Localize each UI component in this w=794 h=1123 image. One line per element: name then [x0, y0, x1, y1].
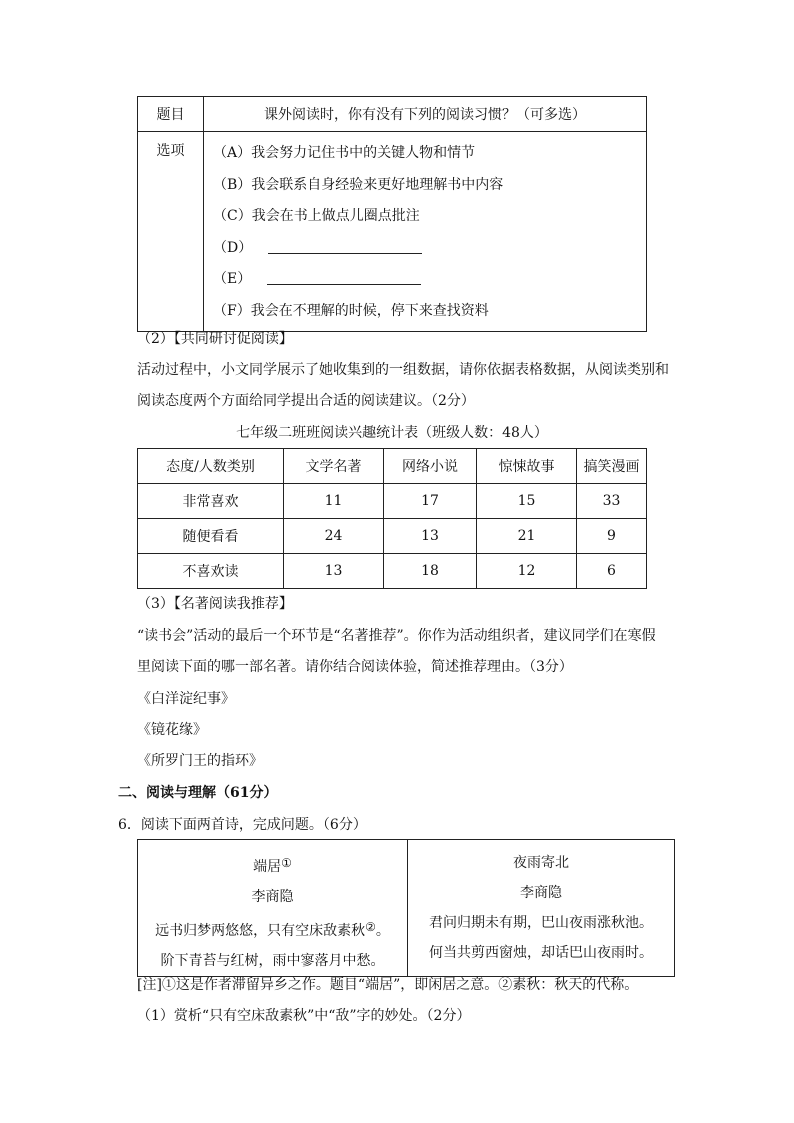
poem-left-line1: 远书归梦两悠悠，只有空床敌素秋②。	[155, 920, 390, 939]
section2-heading: （2）【共同研讨促阅读】	[137, 331, 293, 347]
table-cell: 21	[477, 519, 577, 554]
option-b: （B）我会联系自身经验来更好地理解书中内容	[213, 176, 504, 193]
poem-left-title: 端居①	[253, 856, 292, 875]
table-cell: 18	[384, 554, 477, 589]
header-cell: 搞笑漫画	[577, 449, 647, 484]
option-d: （D）	[213, 233, 646, 265]
habit-table-options-label: 选项	[138, 132, 204, 332]
habit-table	[137, 96, 647, 332]
option-e-blank	[267, 270, 421, 285]
table-cell: 11	[284, 484, 384, 519]
footnote-mark: ②	[365, 920, 376, 934]
question-6: 6．阅读下面两首诗，完成问题。（6分）	[118, 817, 367, 833]
stats-table-title: 七年级二班班阅读兴趣统计表（班级人数：48人）	[236, 425, 548, 441]
stats-table-header-row	[138, 449, 647, 484]
poem-right	[408, 840, 675, 977]
table-cell: 13	[384, 519, 477, 554]
option-c: （C）我会在书上做点儿圈点批注	[213, 208, 420, 225]
habit-table-question: 课外阅读时，你有没有下列的阅读习惯？（可多选）	[204, 97, 647, 132]
option-e: （E）	[213, 264, 646, 296]
table-cell: 不喜欢读	[138, 554, 284, 589]
section3-para-line1: “读书会”活动的最后一个环节是“名著推荐”。你作为活动组织者，建议同学们在寒假	[137, 628, 656, 644]
habit-table-options	[204, 132, 647, 332]
part2-heading: 二、阅读与理解（61分）	[118, 785, 278, 801]
table-cell: 24	[284, 519, 384, 554]
book-item: 《镜花缘》	[137, 722, 207, 738]
poem-right-title: 夜雨寄北	[513, 855, 569, 871]
table-cell: 17	[384, 484, 477, 519]
poem-right-line1: 君问归期未有期，巴山夜雨涨秋池。	[429, 915, 653, 931]
section2-para-line2: 阅读态度两个方面给同学提出合适的阅读建议。（2分）	[137, 393, 475, 409]
poem-right-author: 李商隐	[520, 885, 562, 901]
option-f: （F）我会在不理解的时候，停下来查找资料	[213, 302, 489, 319]
stats-table	[137, 448, 647, 589]
poem-left	[138, 840, 408, 977]
table-row	[138, 519, 647, 554]
section3-heading: （3）【名著阅读我推荐】	[137, 596, 293, 612]
table-cell: 非常喜欢	[138, 484, 284, 519]
header-cell: 文学名著	[284, 449, 384, 484]
table-cell: 13	[284, 554, 384, 589]
question-6-1: （1）赏析“只有空床敌素秋”中“敌”字的妙处。（2分）	[137, 1008, 471, 1024]
poem-left-line2: 阶下青苔与红树，雨中寥落月中愁。	[160, 953, 385, 969]
poem-note: [注]①这是作者滞留异乡之作。题目“端居”，即闲居之意。②素秋：秋天的代称。	[137, 977, 639, 993]
table-cell: 6	[577, 554, 647, 589]
poem-right-line2: 何当共剪西窗烛，却话巴山夜雨时。	[429, 945, 653, 961]
book-item: 《白洋淀纪事》	[137, 691, 235, 707]
header-cell: 网络小说	[384, 449, 477, 484]
table-row	[138, 554, 647, 589]
header-cell: 惊悚故事	[477, 449, 577, 484]
poems-table	[137, 839, 675, 977]
table-cell: 9	[577, 519, 647, 554]
table-cell: 15	[477, 484, 577, 519]
poem-left-author: 李商隐	[251, 889, 294, 905]
footnote-mark: ①	[281, 856, 292, 870]
table-cell: 33	[577, 484, 647, 519]
header-cell: 态度/人数类别	[138, 449, 284, 484]
option-d-blank	[268, 239, 422, 254]
section2-para-line1: 活动过程中，小文同学展示了她收集到的一组数据，请你依据表格数据，从阅读类别和	[137, 362, 669, 378]
table-row	[138, 484, 647, 519]
table-cell: 随便看看	[138, 519, 284, 554]
section3-para-line2: 里阅读下面的哪一部名著。请你结合阅读体验，简述推荐理由。（3分）	[137, 659, 573, 675]
book-item: 《所罗门王的指环》	[137, 753, 263, 769]
habit-table-title-label: 题目	[138, 97, 204, 132]
option-a: （A）我会努力记住书中的关键人物和情节	[213, 145, 476, 161]
table-cell: 12	[477, 554, 577, 589]
